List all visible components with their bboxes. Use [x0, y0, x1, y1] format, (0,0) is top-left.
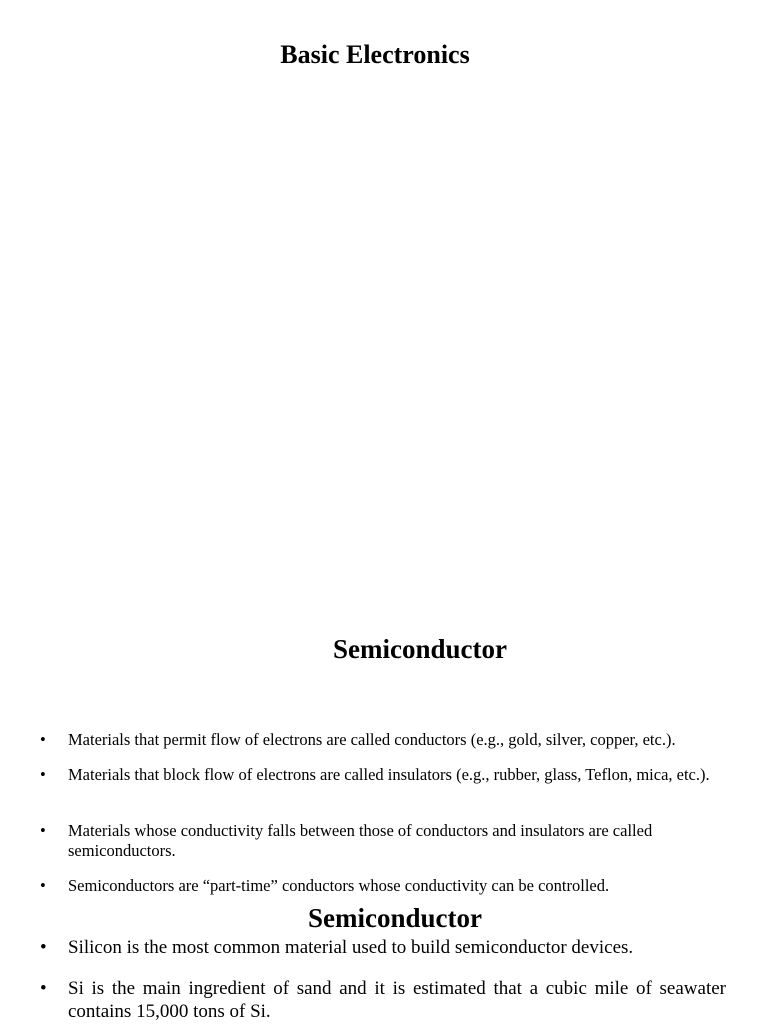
semiconductor-bullet-list: [40, 730, 730, 900]
bullet-text: Materials whose conductivity falls between those of conductors and insulators are called semiconductors.: [68, 821, 653, 860]
bullet-icon: •: [40, 978, 47, 999]
section-heading-semiconductor-2: Semiconductor: [308, 903, 482, 933]
bullet-icon: •: [40, 821, 46, 840]
bullet-text: Semiconductors are “part-time” conductors whose conductivity can be controlled.: [68, 876, 610, 895]
bullet-icon: •: [40, 937, 47, 958]
silicon-bullet-list: [40, 936, 726, 1024]
bullet-text: Silicon is the most common material used to build semiconductor devices.: [68, 937, 634, 958]
bullet-icon: •: [40, 765, 46, 784]
bullet-text: Materials that permit flow of electrons are called conductors (e.g., gold, silver, copper, etc.).: [68, 730, 676, 749]
bullet-text: Materials that block flow of electrons are called insulators (e.g., rubber, glass, Teflon, mica, etc.).: [68, 765, 710, 784]
section-heading-semiconductor: Semiconductor: [333, 634, 507, 664]
bullet-icon: •: [40, 730, 46, 749]
bullet-icon: •: [40, 876, 46, 895]
bullet-text: Si is the main ingredient of sand and it is estimated that a cubic mile of seawater contains 15,000 tons of Si.: [68, 978, 726, 1022]
document-title: Basic Electronics: [280, 40, 470, 69]
